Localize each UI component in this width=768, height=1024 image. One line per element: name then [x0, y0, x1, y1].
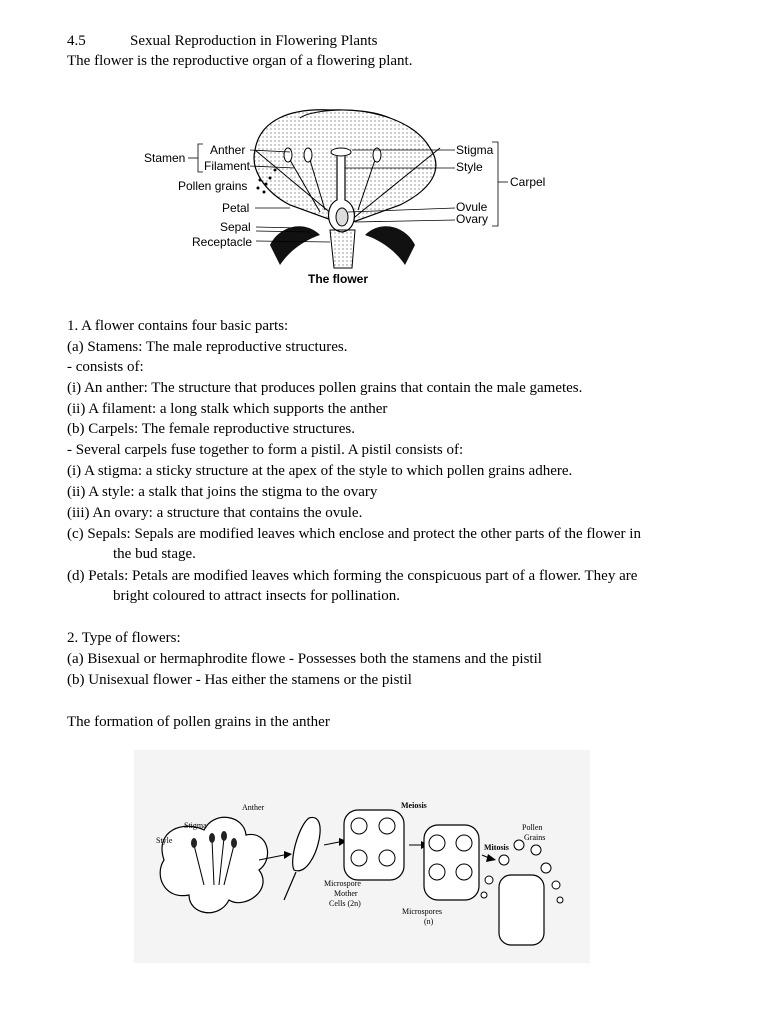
pollen-sketch [499, 875, 544, 945]
label-stigma: Stigma [456, 143, 494, 157]
figure-caption: The flower [308, 272, 369, 286]
label-anther: Anther [210, 143, 246, 157]
label-carpel: Carpel [510, 175, 546, 189]
list1-item: (b) Carpels: The female reproductive structures. [67, 421, 355, 437]
label-sepal: Sepal [220, 220, 251, 234]
label-microspore: Microspore [324, 879, 361, 888]
section-number: 4.5 [67, 33, 86, 49]
label-grains: Grains [524, 833, 546, 842]
list2-item: (b) Unisexual flower - Has either the stamens or the pistil [67, 672, 412, 688]
list1-heading: 1. A flower contains four basic parts: [67, 318, 289, 334]
list1-item: (d) Petals: Petals are modified leaves which forming the conspicuous part of a flower. They are [67, 568, 638, 584]
pollen-formation-diagram [134, 750, 590, 963]
flower-sketch [160, 817, 267, 912]
list2-heading: 2. Type of flowers: [67, 630, 181, 646]
list1-item: the bud stage. [113, 546, 196, 562]
label-mother: Mother [334, 889, 358, 898]
list1-item: (ii) A style: a stalk that joins the stigma to the ovary [67, 484, 378, 500]
label-filament: Filament [204, 159, 251, 173]
label-style: Style [456, 160, 483, 174]
list1-item: (c) Sepals: Sepals are modified leaves which enclose and protect the other parts of the flower in [67, 526, 641, 542]
list1-item: (i) An anther: The structure that produces pollen grains that contain the male gametes. [67, 380, 583, 396]
label-stamen: Stamen [144, 151, 186, 165]
label-microspores: Microspores [402, 907, 442, 916]
pollen-heading: The formation of pollen grains in the anther [67, 714, 330, 730]
label-mitosis: Mitosis [484, 843, 509, 852]
label-pollen: Pollen [522, 823, 543, 832]
label-petal: Petal [222, 201, 250, 215]
flower-diagram [130, 100, 570, 295]
list1-item: (i) A stigma: a sticky structure at the apex of the style to which pollen grains adhere. [67, 463, 573, 479]
label-receptacle: Receptacle [192, 235, 253, 249]
sepal-right [365, 226, 415, 265]
label-n: (n) [424, 917, 434, 926]
list1-item: (iii) An ovary: a structure that contains the ovule. [67, 505, 363, 521]
ovule [336, 208, 348, 226]
list2-item: (a) Bisexual or hermaphrodite flowe - Possesses both the stamens and the pistil [67, 651, 542, 667]
label-meiosis: Meiosis [401, 801, 427, 810]
label-ovule: Ovule [456, 200, 488, 214]
list1-item: (ii) A filament: a long stalk which supports the anther [67, 401, 388, 417]
label-cells: Cells (2n) [329, 899, 361, 908]
receptacle [330, 230, 355, 268]
section-title: Sexual Reproduction in Flowering Plants [130, 33, 378, 49]
label-stigma-2: Stigma [184, 821, 207, 830]
intro-text: The flower is the reproductive organ of a flowering plant. [67, 53, 413, 69]
label-style-2: Style [156, 836, 173, 845]
list1-item: - Several carpels fuse together to form a pistil. A pistil consists of: [67, 442, 464, 458]
anther-sketch [293, 817, 320, 870]
list1-item: - consists of: [67, 359, 144, 375]
list1-item: (a) Stamens: The male reproductive structures. [67, 339, 348, 355]
label-pollen-grains: Pollen grains [178, 179, 248, 193]
label-ovary: Ovary [456, 212, 489, 226]
label-anther-2: Anther [242, 803, 265, 812]
list1-item: bright coloured to attract insects for pollination. [113, 588, 401, 604]
